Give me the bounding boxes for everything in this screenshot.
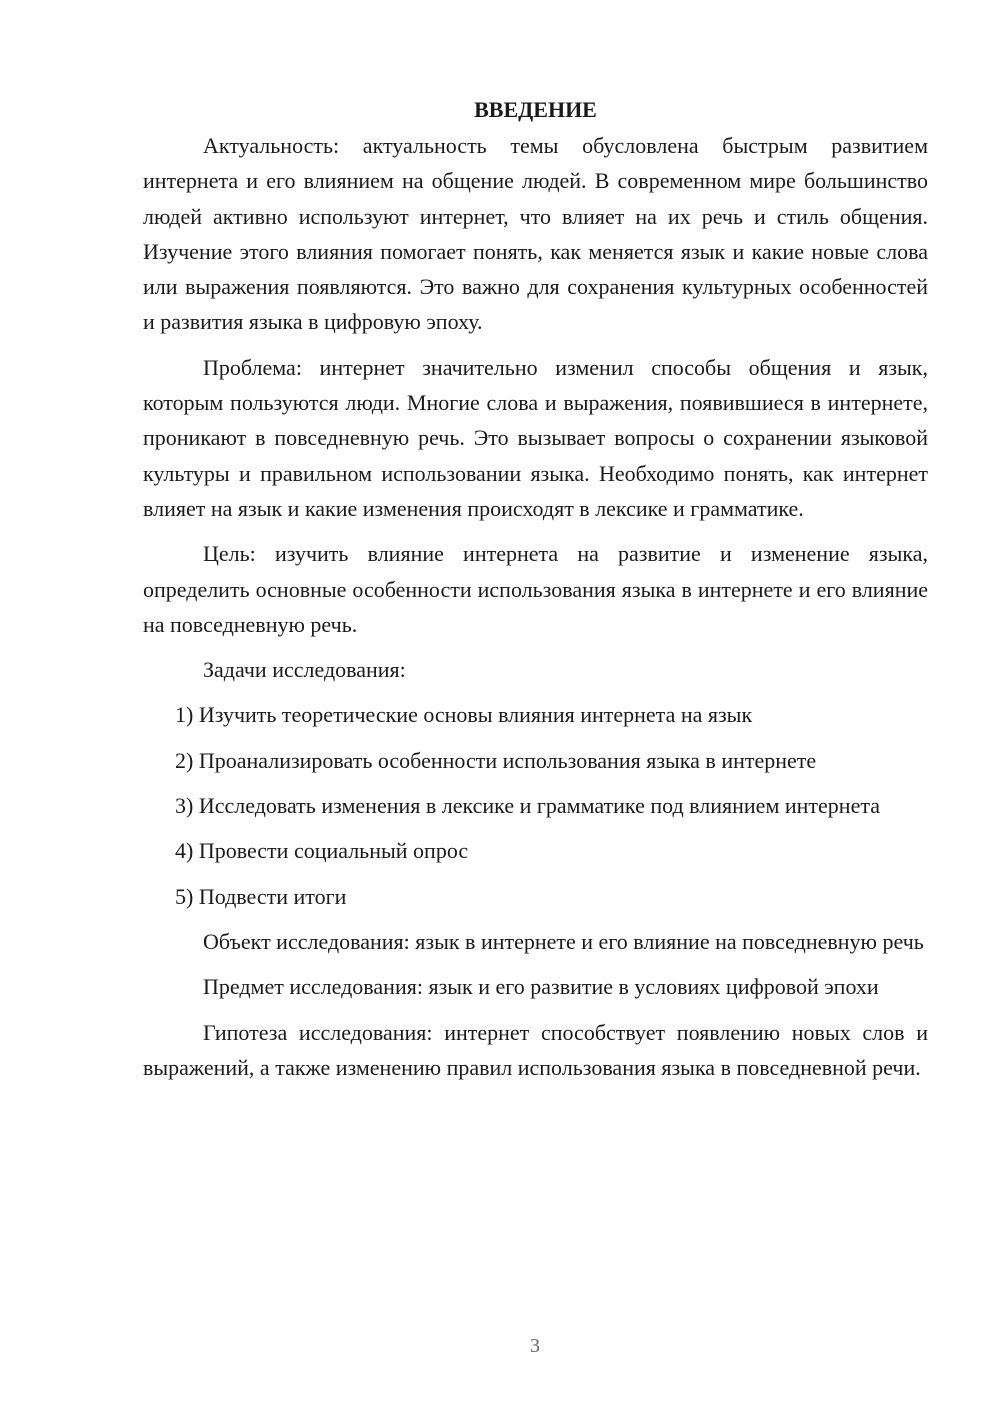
paragraph-gap — [143, 1005, 928, 1015]
document-page — [143, 92, 928, 1085]
paragraph-gap — [143, 687, 928, 697]
paragraph-gap — [143, 914, 928, 924]
paragraph-gap — [143, 869, 928, 879]
problem-paragraph: Проблема: интернет значительно изменил способы общения и язык, которым пользуются люди. Многие слова и выражения, появившиеся в интернете, проникают в повседневную речь. Это вызывает вопросы о сохранении языковой культуры и правильном использовании языка. Необходимо понять, как интернет влияет на язык и какие изменения происходят в лексике и грамматике. — [143, 354, 928, 521]
object-paragraph: Объект исследования: язык в интернете и его влияние на повседневную речь — [203, 928, 924, 954]
task-item-2: 2) Проанализировать особенности использования языка в интернете — [175, 747, 817, 773]
relevance-paragraph: Актуальность: актуальность темы обусловлена быстрым развитием интернета и его влиянием на общение людей. В современном мире большинство людей активно используют интернет, что влияет на их речь и стиль общения. Изучение этого влияния помогает понять, как меняется язык и какие новые слова или выражения появляются. Это важно для сохранения культурных особенностей и развития языка в цифровую эпоху. — [143, 133, 928, 335]
paragraph-gap — [143, 959, 928, 969]
task-item-5: 5) Подвести итоги — [175, 883, 347, 909]
task-item-3: 3) Исследовать изменения в лексике и грамматике под влиянием интернета — [175, 793, 880, 819]
page-number: 3 — [530, 1335, 540, 1357]
paragraph-gap — [143, 823, 928, 833]
paragraph-gap — [143, 340, 928, 350]
task-item-4: 4) Провести социальный опрос — [175, 838, 469, 864]
page-title: ВВЕДЕНИЕ — [474, 97, 597, 122]
tasks-heading: Задачи исследования: — [203, 657, 406, 683]
paragraph-gap — [143, 526, 928, 536]
subject-paragraph: Предмет исследования: язык и его развитие в условиях цифровой эпохи — [203, 974, 879, 1000]
paragraph-gap — [143, 733, 928, 743]
hypothesis-paragraph: Гипотеза исследования: интернет способствует появлению новых слов и выражений, а также изменению правил использования языка в повседневной речи. — [143, 1019, 928, 1080]
paragraph-gap — [143, 778, 928, 788]
goal-paragraph: Цель: изучить влияние интернета на развитие и изменение языка, определить основные особенности использования языка в интернете и его влияние на повседневную речь. — [143, 541, 928, 637]
task-item-1: 1) Изучить теоретические основы влияния интернета на язык — [175, 702, 753, 728]
paragraph-gap — [143, 642, 928, 652]
